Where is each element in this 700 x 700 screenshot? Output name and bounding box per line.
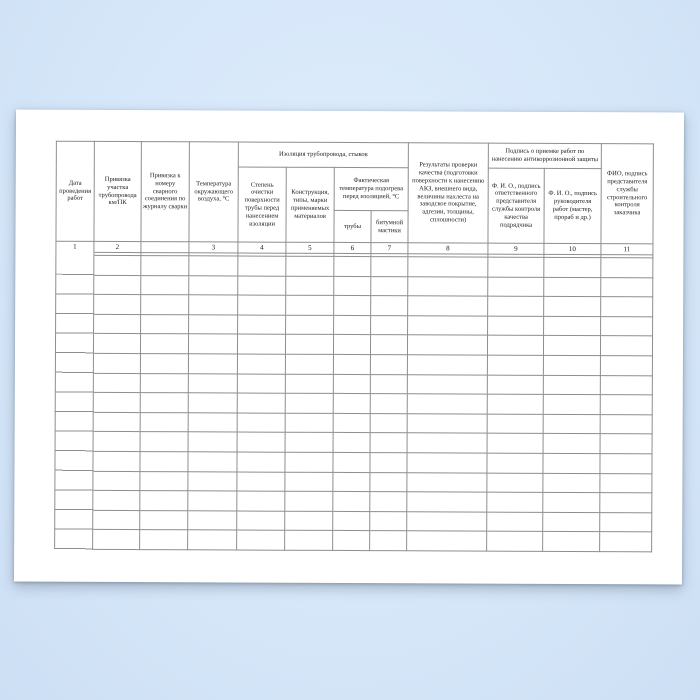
empty-cell <box>140 530 188 550</box>
empty-cell <box>93 451 140 471</box>
empty-cell <box>543 492 600 512</box>
empty-cell <box>333 433 370 453</box>
empty-cell <box>407 453 487 473</box>
empty-cell <box>600 375 652 395</box>
empty-cell <box>543 375 600 395</box>
empty-cell <box>334 256 371 276</box>
table-row <box>55 451 652 473</box>
empty-cell <box>285 335 333 355</box>
empty-cell <box>488 277 544 297</box>
empty-cell <box>188 373 237 393</box>
empty-cell <box>140 393 188 413</box>
empty-cell <box>543 532 600 552</box>
empty-cell <box>600 454 652 474</box>
empty-cell <box>140 471 188 491</box>
header-date: Дата проведения работ <box>56 141 94 241</box>
empty-cell <box>488 257 544 277</box>
empty-cell <box>600 512 652 532</box>
empty-cell <box>285 393 333 413</box>
table-row <box>55 373 652 395</box>
column-number-cell: 8 <box>408 243 488 254</box>
table-row <box>55 334 652 356</box>
empty-cell <box>93 373 140 393</box>
empty-cell <box>238 276 286 296</box>
empty-cell <box>487 394 543 414</box>
empty-cell <box>93 530 140 550</box>
empty-cell <box>334 296 371 316</box>
empty-cell <box>286 276 334 296</box>
empty-cell <box>407 374 487 394</box>
empty-cell <box>285 452 333 472</box>
empty-cell <box>333 492 370 512</box>
column-number-cell: 4 <box>238 242 286 253</box>
empty-cell <box>189 295 238 315</box>
empty-cell <box>55 412 93 432</box>
column-number-cell: 1 <box>56 241 94 252</box>
empty-cell <box>237 413 285 433</box>
empty-cell <box>94 255 141 275</box>
empty-cell <box>55 471 93 491</box>
empty-cell <box>56 255 94 275</box>
empty-cell <box>188 491 237 511</box>
empty-cell <box>237 393 285 413</box>
header-pipeline-section: Привязка участка трубопровода км/ПК <box>94 141 141 241</box>
empty-cell <box>544 277 601 297</box>
empty-cell <box>140 334 188 354</box>
empty-cell <box>333 531 370 551</box>
column-number-cell: 2 <box>94 241 141 252</box>
empty-cell <box>407 335 487 355</box>
empty-cell <box>238 295 286 315</box>
empty-cell <box>407 511 487 531</box>
empty-cell <box>56 314 94 334</box>
empty-cell <box>543 355 600 375</box>
empty-cell <box>407 394 487 414</box>
empty-cell <box>56 275 94 295</box>
empty-cell <box>93 510 140 530</box>
empty-cell <box>408 316 488 336</box>
header-group-insulation: Изоляция трубопровода, стыков <box>238 142 408 168</box>
empty-cell <box>188 393 237 413</box>
empty-cell <box>237 354 285 374</box>
empty-cell <box>333 335 370 355</box>
empty-cell <box>286 256 334 276</box>
header-group-actual-temperature: Фактическая температура подогрева перед изоляцией, °С <box>334 167 408 210</box>
empty-cell <box>285 491 333 511</box>
empty-cell <box>333 472 370 492</box>
table-row <box>55 510 652 532</box>
empty-cell <box>285 472 333 492</box>
empty-cell <box>370 335 407 355</box>
header-quality-results: Результаты проверки качества (подготовки поверхности к нанесению АКЗ, внешнего вида, величины нахлеста на заводское покрытие, адгезии, толщины, сплошности) <box>408 143 488 243</box>
empty-cell <box>237 432 285 452</box>
empty-cell <box>407 531 487 551</box>
empty-cell <box>543 336 600 356</box>
empty-cell <box>408 257 488 277</box>
column-number-cell: 11 <box>601 244 653 255</box>
empty-cell <box>487 335 543 355</box>
empty-cell <box>141 295 189 315</box>
empty-cell <box>188 413 237 433</box>
empty-cell <box>543 512 600 532</box>
empty-cell <box>600 356 652 376</box>
empty-cell <box>141 314 189 334</box>
empty-cell <box>370 413 407 433</box>
empty-cell <box>487 531 543 551</box>
empty-cell <box>370 355 407 375</box>
empty-cell <box>285 433 333 453</box>
empty-cell <box>55 432 93 452</box>
empty-cell <box>488 296 544 316</box>
empty-cell <box>600 493 652 513</box>
empty-cell <box>188 452 237 472</box>
empty-cell <box>333 354 370 374</box>
anticorrosion-works-log-table <box>54 141 654 553</box>
empty-cell <box>333 413 370 433</box>
empty-cell <box>334 276 371 296</box>
header-bitumen-mastic: битумной мастики <box>371 211 408 243</box>
empty-cell <box>600 414 652 434</box>
empty-cell <box>238 256 286 276</box>
empty-cell <box>370 453 407 473</box>
empty-cell <box>93 432 140 452</box>
empty-cell <box>140 354 188 374</box>
empty-cell <box>370 374 407 394</box>
empty-cell <box>55 334 93 354</box>
empty-cell <box>55 530 93 550</box>
empty-cell <box>371 276 408 296</box>
empty-cell <box>55 353 93 373</box>
log-table-wrap <box>54 141 653 553</box>
empty-cell <box>140 432 188 452</box>
empty-cell <box>93 471 140 491</box>
empty-cell <box>141 275 189 295</box>
empty-cell <box>94 295 141 315</box>
empty-cell <box>407 433 487 453</box>
column-number-cell <box>141 242 189 253</box>
table-row <box>55 471 652 493</box>
empty-cell <box>141 256 189 276</box>
empty-cell <box>94 314 141 334</box>
empty-cell <box>370 472 407 492</box>
empty-cell <box>93 393 140 413</box>
empty-cell <box>543 453 600 473</box>
table-row <box>56 275 653 297</box>
table-row <box>56 314 653 336</box>
column-number-cell: 3 <box>189 242 238 253</box>
empty-cell <box>55 510 93 530</box>
empty-cell <box>93 491 140 511</box>
empty-cell <box>237 452 285 472</box>
empty-cell <box>285 374 333 394</box>
empty-cell <box>285 511 333 531</box>
blank-rows <box>55 255 653 552</box>
empty-cell <box>140 491 188 511</box>
column-number-cell: 5 <box>286 242 334 253</box>
empty-cell <box>370 531 407 551</box>
empty-cell <box>487 453 543 473</box>
empty-cell <box>544 297 601 317</box>
empty-cell <box>601 316 653 336</box>
empty-cell <box>237 472 285 492</box>
empty-cell <box>543 395 600 415</box>
empty-cell <box>407 355 487 375</box>
empty-cell <box>370 492 407 512</box>
empty-cell <box>333 511 370 531</box>
empty-cell <box>285 413 333 433</box>
empty-cell <box>140 412 188 432</box>
document-sheet <box>14 110 684 585</box>
header-client-control: ФИО, подпись представителя службы строительного контроля заказчика <box>601 144 653 244</box>
empty-cell <box>487 473 543 493</box>
empty-cell <box>237 334 285 354</box>
empty-cell <box>55 490 93 510</box>
empty-cell <box>237 491 285 511</box>
table-row <box>55 392 652 414</box>
empty-cell <box>407 414 487 434</box>
empty-cell <box>544 316 601 336</box>
column-number-cell: 6 <box>334 242 371 253</box>
empty-cell <box>285 531 333 551</box>
empty-cell <box>488 316 544 336</box>
empty-cell <box>188 471 237 491</box>
empty-cell <box>189 315 238 335</box>
header-weld-number: Привязка к номеру сварного соединения по журналу сварки <box>141 142 189 242</box>
empty-cell <box>93 412 140 432</box>
empty-cell <box>487 512 543 532</box>
empty-cell <box>188 432 237 452</box>
table-row <box>56 255 653 277</box>
empty-cell <box>333 452 370 472</box>
table-row <box>55 412 652 434</box>
empty-cell <box>334 315 371 335</box>
empty-cell <box>56 294 94 314</box>
empty-cell <box>487 433 543 453</box>
empty-cell <box>140 510 188 530</box>
empty-cell <box>94 275 141 295</box>
table-row <box>55 432 652 454</box>
empty-cell <box>408 276 488 296</box>
empty-cell <box>237 530 285 550</box>
empty-cell <box>333 394 370 414</box>
empty-cell <box>600 434 652 454</box>
header-pipe: трубы <box>334 210 371 242</box>
empty-cell <box>237 511 285 531</box>
header-materials: Конструкция, типы, марки применяемых материалов <box>286 167 334 242</box>
empty-cell <box>601 297 653 317</box>
empty-cell <box>543 434 600 454</box>
empty-cell <box>600 336 652 356</box>
empty-cell <box>333 374 370 394</box>
empty-cell <box>55 451 93 471</box>
empty-cell <box>237 374 285 394</box>
header-air-temperature: Температура окружающего воздуха, °С <box>189 142 238 242</box>
empty-cell <box>600 532 652 552</box>
empty-cell <box>371 315 408 335</box>
empty-cell <box>407 472 487 492</box>
empty-cell <box>188 511 237 531</box>
empty-cell <box>93 353 140 373</box>
empty-cell <box>600 395 652 415</box>
column-number-cell: 7 <box>371 243 408 254</box>
empty-cell <box>371 296 408 316</box>
empty-cell <box>188 530 237 550</box>
empty-cell <box>601 258 653 278</box>
empty-cell <box>188 354 237 374</box>
empty-cell <box>370 511 407 531</box>
empty-cell <box>543 473 600 493</box>
empty-cell <box>600 473 652 493</box>
empty-cell <box>55 373 93 393</box>
empty-cell <box>238 315 286 335</box>
empty-cell <box>286 315 334 335</box>
empty-cell <box>285 354 333 374</box>
empty-cell <box>544 257 601 277</box>
column-number-cell: 10 <box>544 243 601 254</box>
empty-cell <box>189 275 238 295</box>
empty-cell <box>93 334 140 354</box>
header-group-acceptance: Подпись о приемке работ по нанесению антикоррозионной защиты <box>488 143 601 168</box>
empty-cell <box>407 492 487 512</box>
header-contractor-qc: Ф. И. О., подпись ответственного представителя службы контроля качества подрядчика <box>488 168 544 243</box>
table-row <box>55 530 652 552</box>
empty-cell <box>286 295 334 315</box>
empty-cell <box>408 296 488 316</box>
empty-cell <box>487 414 543 434</box>
empty-cell <box>55 392 93 412</box>
column-number-cell: 9 <box>488 243 544 254</box>
table-row <box>55 353 652 375</box>
empty-cell <box>140 452 188 472</box>
empty-cell <box>140 373 188 393</box>
empty-cell <box>371 257 408 277</box>
empty-cell <box>189 256 238 276</box>
empty-cell <box>543 414 600 434</box>
empty-cell <box>188 334 237 354</box>
header-works-manager: Ф. И. О., подпись руководителя работ (мастер, прораб и др.) <box>544 168 601 243</box>
table-row <box>56 294 653 316</box>
empty-cell <box>601 277 653 297</box>
table-row <box>55 490 652 512</box>
empty-cell <box>370 433 407 453</box>
header-cleaning-degree: Степень очистки поверхности трубы перед нанесением изоляции <box>238 167 286 242</box>
empty-cell <box>487 355 543 375</box>
empty-cell <box>370 394 407 414</box>
empty-cell <box>487 375 543 395</box>
empty-cell <box>487 492 543 512</box>
